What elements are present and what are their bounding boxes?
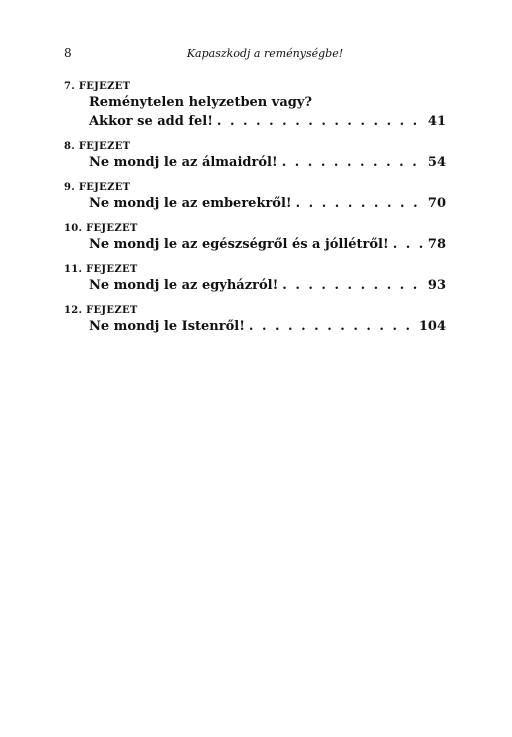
page-number: 8 <box>64 46 72 60</box>
chapter-label: 9. FEJEZET <box>64 182 131 193</box>
toc-chapter-11 <box>64 263 446 295</box>
toc-entry <box>89 276 446 295</box>
entry-title: Ne mondj le az egészségről és a jóllétről! <box>89 237 389 252</box>
toc-chapter-12 <box>64 304 446 336</box>
table-of-contents <box>64 80 446 345</box>
chapter-label: 10. FEJEZET <box>64 223 138 234</box>
entry-title: Ne mondj le az álmaidról! <box>89 155 278 170</box>
toc-entry <box>89 153 446 172</box>
chapter-label: 12. FEJEZET <box>64 305 138 316</box>
entry-line <box>89 112 446 131</box>
running-title: Kapaszkodj a reménységbe! <box>186 47 344 60</box>
dot-leader <box>282 276 424 295</box>
chapter-label: 11. FEJEZET <box>64 264 138 275</box>
entry-title: Ne mondj le az emberekről! <box>89 196 292 211</box>
dot-leader <box>296 194 424 213</box>
entry-line <box>89 194 446 213</box>
entry-line <box>89 317 446 336</box>
entry-page-number: 54 <box>427 155 446 170</box>
entry-page-number: 104 <box>418 319 446 334</box>
entry-line <box>89 276 446 295</box>
dot-leader <box>282 153 424 172</box>
toc-chapter-8 <box>64 140 446 172</box>
entry-line <box>89 153 446 172</box>
dot-leader <box>249 317 415 336</box>
toc-entry <box>89 194 446 213</box>
entry-page-number: 93 <box>427 278 446 293</box>
toc-entry <box>89 317 446 336</box>
entry-title: Ne mondj le Istenről! <box>89 319 245 334</box>
toc-chapter-7 <box>64 80 446 131</box>
entry-title: Akkor se add fel! <box>89 114 213 129</box>
dot-leader <box>217 112 424 131</box>
toc-entry <box>89 93 446 131</box>
chapter-label: 8. FEJEZET <box>64 141 131 152</box>
entry-title-line1: Reménytelen helyzetben vagy? <box>89 95 313 110</box>
entry-page-number: 70 <box>427 196 446 211</box>
toc-chapter-10 <box>64 222 446 254</box>
chapter-label: 7. FEJEZET <box>64 81 131 92</box>
entry-page-number: 78 <box>427 237 446 252</box>
entry-title: Ne mondj le az egyházról! <box>89 278 279 293</box>
toc-entry <box>89 235 446 254</box>
entry-page-number: 41 <box>427 114 446 129</box>
entry-line <box>89 235 446 254</box>
toc-chapter-9 <box>64 181 446 213</box>
dot-leader <box>393 235 424 254</box>
